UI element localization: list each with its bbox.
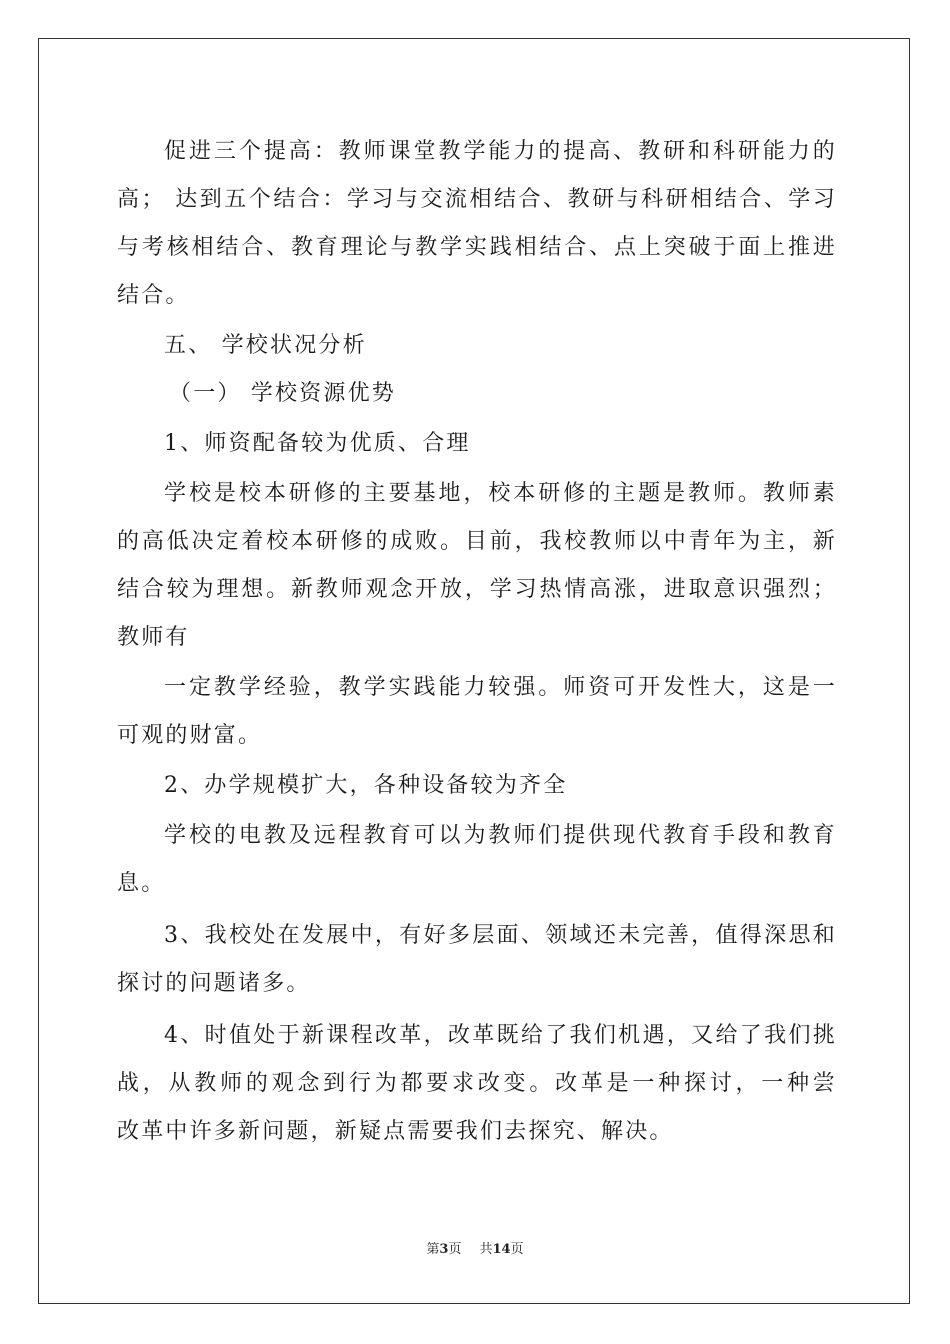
page-footer [0, 1238, 950, 1257]
paragraph-line: 教师有 [117, 625, 190, 650]
page-unit: 页 [448, 1242, 462, 1257]
list-item-heading: 2、办学规模扩大，各种设备较为齐全 [164, 773, 568, 798]
paragraph-line: 可观的财富。 [117, 723, 263, 748]
current-page-number: 3 [439, 1242, 449, 1257]
list-item-heading: 1、师资配备较为优质、合理 [164, 431, 471, 456]
paragraph-line: 改革中许多新问题，新疑点需要我们去探究、解决。 [117, 1119, 674, 1144]
paragraph-line: 4、时值处于新课程改革，改革既给了我们机遇，又给了我们挑 [164, 1023, 837, 1048]
paragraph-line: 探讨的问题诸多。 [117, 971, 311, 996]
paragraph-line: 战，从教师的观念到行为都要求改变。改革是一种探讨，一种尝 [117, 1071, 837, 1096]
section-heading: 五、 学校状况分析 [164, 333, 367, 358]
paragraph-line: 3、我校处在发展中，有好多层面、领域还未完善，值得深思和 [164, 923, 837, 948]
paragraph-line: 结合较为理想。新教师观念开放，学习热情高涨，进取意识强烈； [117, 577, 837, 602]
paragraph-line: 高； 达到五个结合：学习与交流相结合、教研与科研相结合、学习 [117, 187, 837, 212]
paragraph-line: 一定教学经验，教学实践能力较强。师资可开发性大，这是一 [164, 675, 837, 700]
paragraph-line: 息。 [117, 871, 166, 896]
paragraph-line: 学校是校本研修的主要基地，校本研修的主题是教师。教师素 [164, 481, 837, 506]
paragraph-line: 与考核相结合、教育理论与教学实践相结合、点上突破于面上推进 [117, 235, 837, 260]
subsection-heading: （一） 学校资源优势 [169, 381, 396, 406]
paragraph-line: 结合。 [117, 283, 190, 308]
page-prefix: 第 [426, 1242, 440, 1257]
paragraph-line: 学校的电教及远程教育可以为教师们提供现代教育手段和教育 [164, 823, 837, 848]
total-unit: 页 [510, 1242, 524, 1257]
total-page-number: 14 [492, 1242, 511, 1257]
total-prefix: 共 [479, 1242, 493, 1257]
paragraph-line: 促进三个提高：教师课堂教学能力的提高、教研和科研能力的 [164, 139, 837, 164]
paragraph-line: 的高低决定着校本研修的成败。目前，我校教师以中青年为主，新 [117, 529, 837, 554]
document-body [117, 128, 837, 1156]
